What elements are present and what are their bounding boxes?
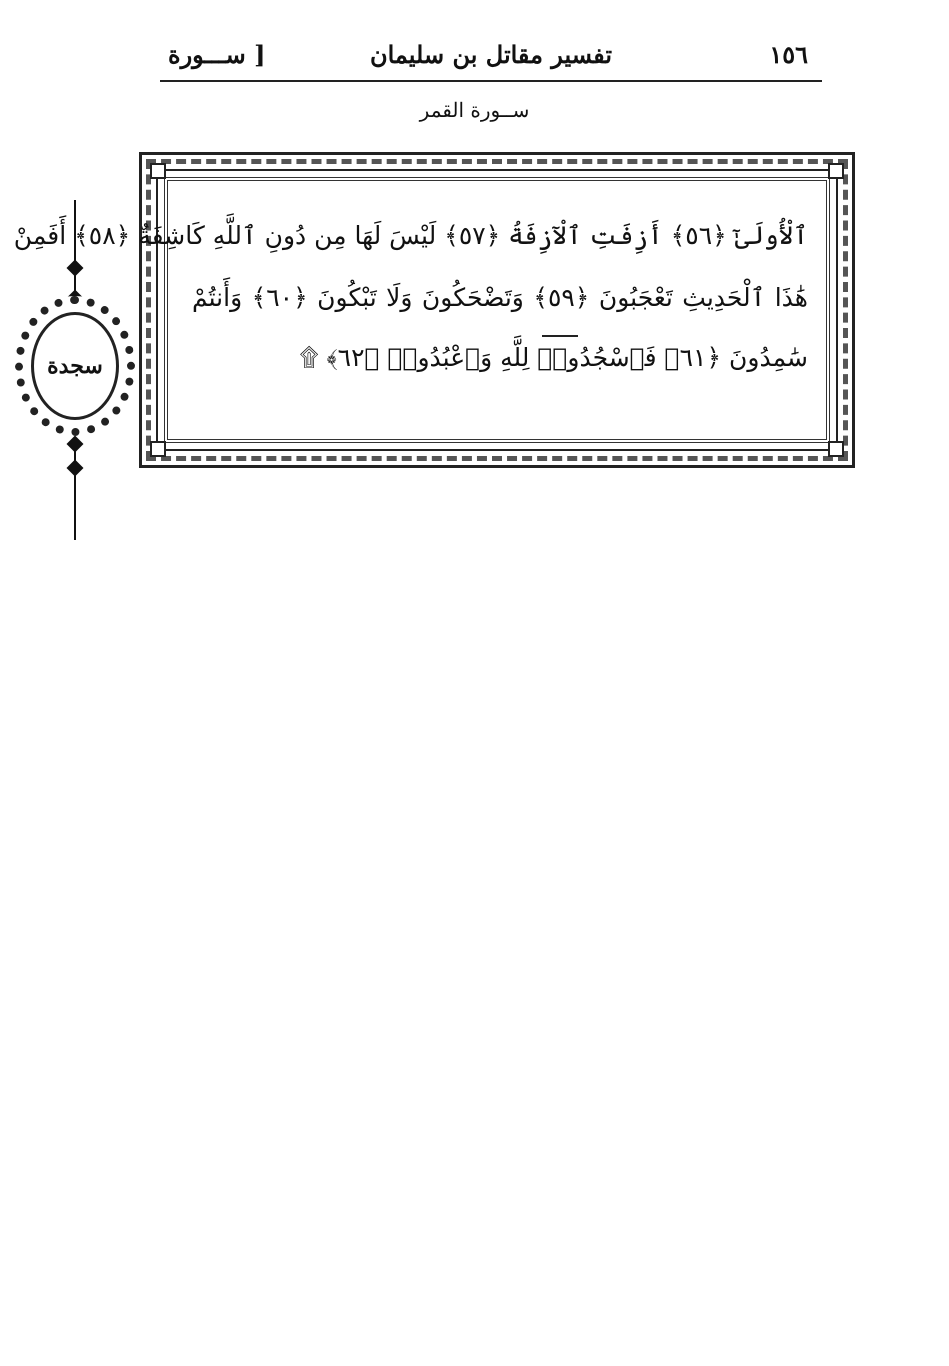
frame-corner-ornament <box>150 441 166 457</box>
sajda-ornament-knot <box>67 260 84 277</box>
sajda-ornament-stem-top <box>74 200 76 300</box>
frame-corner-ornament <box>150 163 166 179</box>
surah-label: [ ســـورة <box>168 40 266 69</box>
verse-line-2: هَٰذَا ٱلْحَدِيثِ تَعْجَبُونَ ﴿٥٩﴾ وَتَضْحَكُونَ وَلَا تَبْكُونَ ﴿٦٠﴾ وَأَنتُمْ <box>192 283 808 312</box>
page-number: ١٥٦ <box>769 40 808 69</box>
frame-corner-ornament <box>828 441 844 457</box>
sajda-label: سجدة <box>47 353 103 379</box>
page-header <box>160 34 822 82</box>
sajda-ornament-stem-bottom <box>74 440 76 540</box>
sajda-overline <box>542 335 578 337</box>
sajda-medallion <box>15 296 135 436</box>
verse-line-1: ٱلْأُولَىٰٓ ﴿٥٦﴾ أَزِفَتِ ٱلْآزِفَةُ ﴿٥٧﴾ لَيْسَ لَهَا مِن دُونِ ٱللَّهِ كَاشِفَةٌ ﴿٥٨﴾ أَفَمِنْ <box>13 221 808 250</box>
section-title: ســورة القمر <box>419 98 530 122</box>
book-title: تفسير مقاتل بن سليمان <box>369 40 613 69</box>
frame-corner-ornament <box>828 163 844 179</box>
verse-line-3: سَٰمِدُونَ ﴿٦١﴾ فَٱسْجُدُوا۟ لِلَّهِ وَٱعْبُدُوا۟ ﴿٦٢﴾ ۩ <box>299 343 808 372</box>
